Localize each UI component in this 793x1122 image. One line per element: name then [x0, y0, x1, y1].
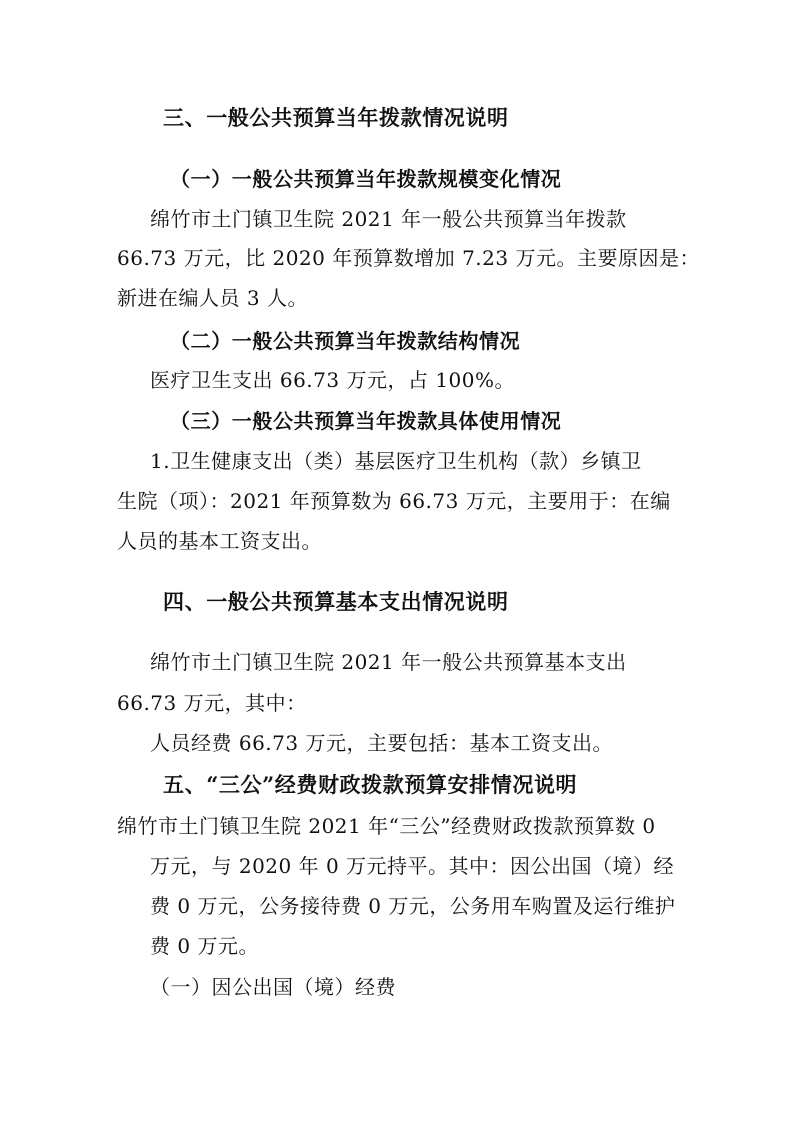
section-3-sub1-line-3: 新进在编人员 3 人。 [117, 286, 308, 310]
section-3-sub1-line-1: 绵竹市土门镇卫生院 2021 年一般公共预算当年拨款 [150, 207, 627, 231]
section-3-sub2-line-1: 医疗卫生支出 66.73 万元，占 100%。 [150, 368, 516, 392]
section-5-line-1: 绵竹市土门镇卫生院 2021 年“三公”经费财政拨款预算数 0 [117, 814, 656, 838]
section-4-line-1: 绵竹市土门镇卫生院 2021 年一般公共预算基本支出 [150, 650, 627, 674]
section-5-sub1-heading: （一）因公出国（境）经费 [150, 975, 396, 999]
section-3-sub1-heading: （一）一般公共预算当年拨款规模变化情况 [170, 167, 562, 191]
section-3-sub3-line-2: 生院（项）：2021 年预算数为 66.73 万元，主要用于：在编 [117, 489, 671, 513]
section-5-heading: 五、“三公”经费财政拨款预算安排情况说明 [163, 772, 578, 797]
section-3-heading: 三、一般公共预算当年拨款情况说明 [163, 105, 509, 130]
section-3-sub1-line-2: 66.73 万元，比 2020 年预算数增加 7.23 万元。主要原因是： [117, 246, 700, 270]
section-3-sub3-heading: （三）一般公共预算当年拨款具体使用情况 [170, 409, 562, 433]
section-5-line-2: 万元，与 2020 年 0 万元持平。其中：因公出国（境）经 [150, 854, 675, 878]
section-4-line-3: 人员经费 66.73 万元，主要包括：基本工资支出。 [150, 731, 613, 755]
section-4-heading: 四、一般公共预算基本支出情况说明 [163, 589, 509, 614]
section-5-line-4: 费 0 万元。 [150, 934, 259, 958]
section-3-sub3-line-3: 人员的基本工资支出。 [117, 529, 322, 553]
section-5-line-3: 费 0 万元，公务接待费 0 万元，公务用车购置及运行维护 [150, 894, 676, 918]
section-3-sub2-heading: （二）一般公共预算当年拨款结构情况 [170, 329, 521, 353]
section-4-line-2: 66.73 万元，其中： [117, 691, 307, 715]
section-3-sub3-line-1: 1.卫生健康支出（类）基层医疗卫生机构（款）乡镇卫 [150, 449, 642, 473]
